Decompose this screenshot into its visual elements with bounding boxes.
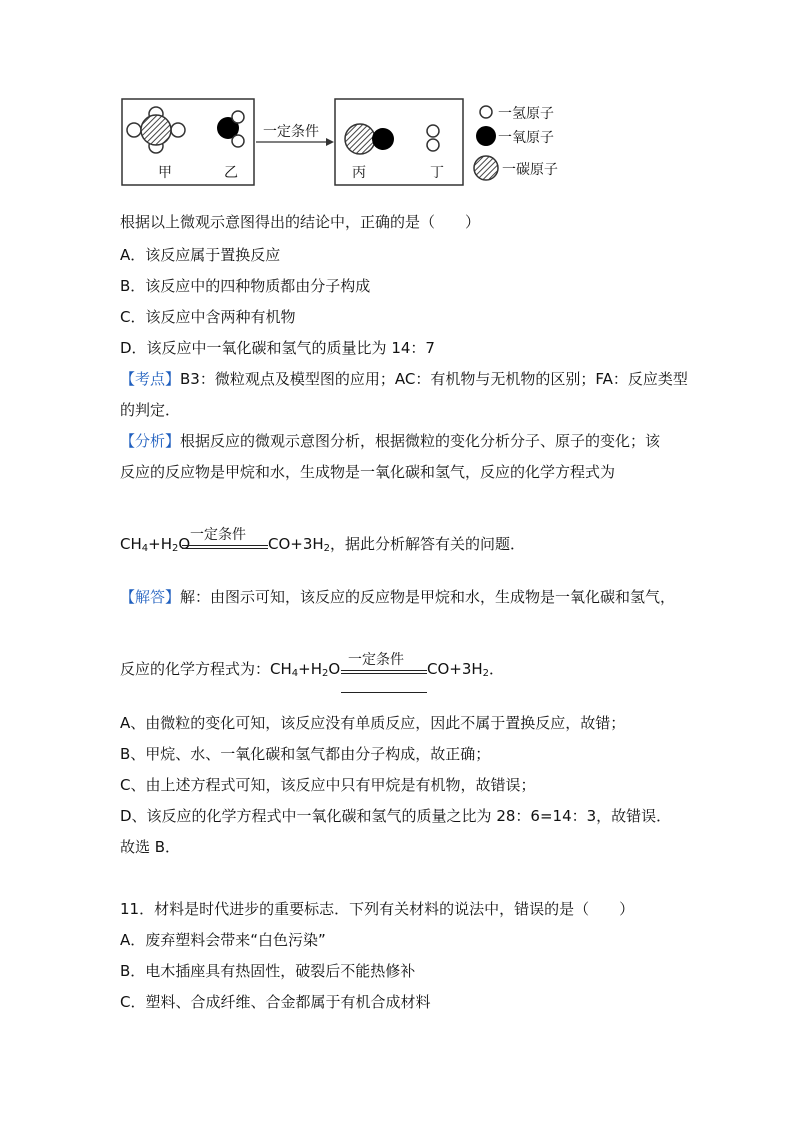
diagram-svg [0, 0, 800, 200]
q11-option-b: B．电木插座具有热固性，破裂后不能热修补 [120, 962, 416, 980]
option-c: C．该反应中含两种有机物 [120, 308, 296, 326]
label-yi: 乙 [224, 165, 238, 181]
carbon-atom-icon [474, 156, 498, 180]
option-d: D．该反应中一氧化碳和氢气的质量比为 14：7 [120, 339, 435, 357]
arrow-head-icon [326, 138, 334, 146]
question-text: 根据以上微观示意图得出的结论中，正确的是（ ） [120, 213, 481, 231]
hydrogen-atom [127, 123, 141, 137]
kaodian-tag: 【考点】 [120, 370, 181, 388]
oxygen-atom [372, 128, 394, 150]
label-bing: 丙 [352, 165, 366, 181]
q11-stem: 11．材料是时代进步的重要标志．下列有关材料的说法中，错误的是（ ） [120, 900, 635, 918]
legend-oxygen: 一氧原子 [498, 130, 554, 146]
eq2-condition: 一定条件 [348, 652, 404, 668]
option-a: A．该反应属于置换反应 [120, 246, 281, 264]
q11-option-a: A．废弃塑料会带来“白色污染” [120, 931, 326, 949]
hydrogen-atom [427, 125, 439, 137]
eq1-condition: 一定条件 [190, 527, 246, 543]
eq2-equal-sign [341, 670, 427, 674]
fenxi-line2: 反应的反应物是甲烷和水，生成物是一氧化碳和氢气，反应的化学方程式为 [120, 463, 616, 481]
jieda-text: 解：由图示可知，该反应的反应物是甲烷和水，生成物是一氧化碳和氢气， [180, 588, 676, 606]
fenxi-line1 [120, 431, 660, 451]
jieda-answer: 故选 B． [120, 838, 181, 856]
legend-carbon: 一碳原子 [502, 162, 558, 178]
q11-option-c: C．塑料、合成纤维、合金都属于有机合成材料 [120, 993, 431, 1011]
carbon-atom [141, 115, 171, 145]
jieda-d: D、该反应的化学方程式中一氧化碳和氢气的质量之比为 28：6=14：3，故错误． [120, 807, 672, 825]
kaodian-line2: 的判定． [120, 401, 181, 419]
carbon-atom [345, 124, 375, 154]
jieda-c: C、由上述方程式可知，该反应中只有甲烷是有机物，故错误； [120, 776, 536, 794]
fenxi-tag: 【分析】 [120, 432, 181, 450]
kaodian-text: B3：微粒观点及模型图的应用；AC：有机物与无机物的区别；FA：反应类型 [180, 370, 688, 388]
eq1-left: $CH_4+H_2O$ [120, 535, 191, 554]
hydrogen-atom [171, 123, 185, 137]
eq1-equal-sign [182, 545, 268, 549]
jieda-b: B、甲烷、水、一氧化碳和氢气都由分子构成，故正确； [120, 745, 491, 763]
jieda-a: A、由微粒的变化可知，该反应没有单质反应，因此不属于置换反应，故错； [120, 714, 626, 732]
hydrogen-atom [232, 135, 244, 147]
eq2-right: $CO+3H_2$． [427, 660, 505, 679]
eq2-underline [341, 692, 427, 693]
eq2-left: 反应的化学方程式为：$CH_4+H_2O$ [120, 660, 341, 679]
jieda-line1 [120, 587, 675, 607]
arrow-label: 一定条件 [263, 124, 319, 140]
label-ding: 丁 [430, 165, 444, 181]
label-jia: 甲 [158, 165, 172, 181]
hydrogen-atom-icon [480, 106, 492, 118]
oxygen-atom-icon [476, 126, 496, 146]
kaodian-line1 [120, 369, 688, 389]
legend-hydrogen: 一氢原子 [498, 106, 554, 122]
eq1-right: $CO+3H_2$，据此分析解答有关的问题． [268, 535, 526, 554]
hydrogen-atom [427, 139, 439, 151]
option-b: B．该反应中的四种物质都由分子构成 [120, 277, 371, 295]
jieda-tag: 【解答】 [120, 588, 181, 606]
fenxi-text: 根据反应的微观示意图分析，根据微粒的变化分析分子、原子的变化；该 [180, 432, 661, 450]
hydrogen-atom [232, 111, 244, 123]
